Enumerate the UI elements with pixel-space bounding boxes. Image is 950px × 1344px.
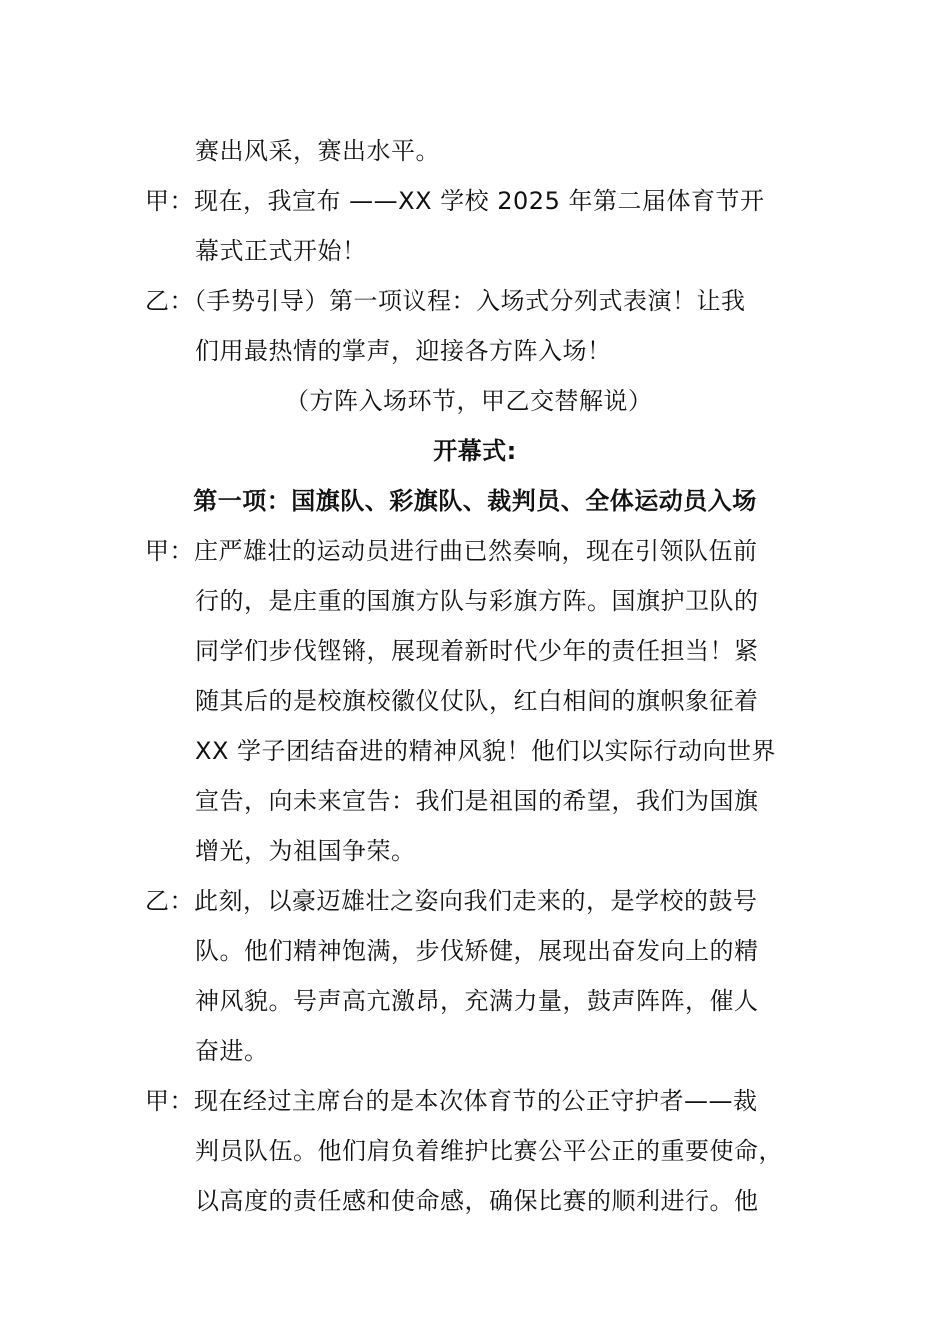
text-line: 幕式正式开始！ [195,237,367,265]
subsection-heading: 第一项：国旗队、彩旗队、裁判员、全体运动员入场 [193,487,757,515]
text-line: 神风貌。号声高亢激昂，充满力量，鼓声阵阵，催人 [195,987,759,1015]
text-line: XX 学子团结奋进的精神风貌！他们以实际行动向世界 [195,737,777,765]
text-line: 判员队伍。他们肩负着维护比赛公平公正的重要使命， [195,1137,783,1165]
text-line: 增光，为祖国争荣。 [195,837,416,865]
text-line: 奋进。 [195,1037,269,1065]
text-line: 随其后的是校旗校徽仪仗队，红白相间的旗帜象征着 [195,687,759,715]
text-line: 甲：现在，我宣布 ——XX 学校 2025 年第二届体育节开 [145,187,765,215]
text-line: 乙：（手势引导）第一项议程：入场式分列式表演！让我 [145,287,746,315]
text-line: 甲：庄严雄壮的运动员进行曲已然奏响，现在引领队伍前 [145,537,758,565]
text-line: 以高度的责任感和使命感，确保比赛的顺利进行。他 [195,1187,759,1215]
text-line: 队。他们精神饱满，步伐矫健，展现出奋发向上的精 [195,937,759,965]
text-line: 甲：现在经过主席台的是本次体育节的公正守护者——裁 [145,1087,758,1115]
text-line: 行的，是庄重的国旗方队与彩旗方阵。国旗护卫队的 [195,587,759,615]
stage-direction: （方阵入场环节，甲乙交替解说） [285,387,653,415]
text-line: 宣告，向未来宣告：我们是祖国的希望，我们为国旗 [195,787,759,815]
text-line: 赛出风采，赛出水平。 [195,137,440,165]
text-line: 们用最热情的掌声，迎接各方阵入场！ [195,337,612,365]
section-heading: 开幕式: [433,437,517,465]
text-line: 同学们步伐铿锵，展现着新时代少年的责任担当！紧 [195,637,759,665]
text-line: 乙：此刻，以豪迈雄壮之姿向我们走来的，是学校的鼓号 [145,887,758,915]
